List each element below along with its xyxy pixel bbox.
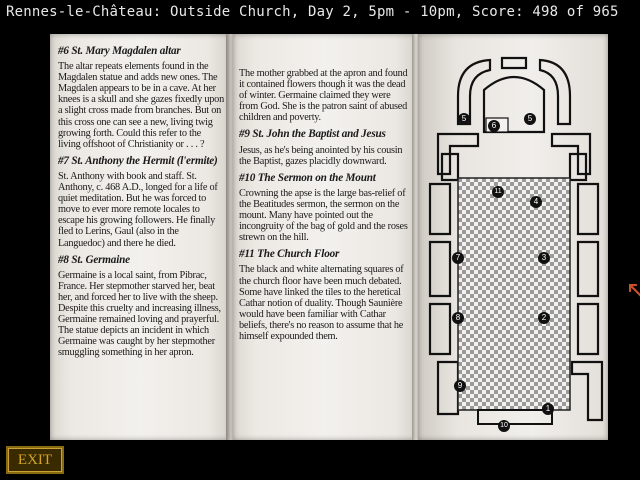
section-heading: #10 The Sermon on the Mount: [239, 171, 376, 184]
section-heading: #7 St. Anthony the Hermit (l'ermite): [58, 154, 218, 167]
map-marker-11: 11: [492, 186, 504, 198]
exit-button[interactable]: EXIT: [6, 446, 64, 474]
map-marker-2: 2: [538, 312, 550, 324]
section-text: Jesus, as he's being anointed by his cousin the Baptist, gazes placidly downward.: [239, 144, 403, 167]
map-marker-5-left: 5: [458, 113, 470, 125]
map-marker-8: 8: [452, 312, 464, 324]
guide-book: [46, 34, 612, 440]
map-marker-7: 7: [452, 252, 464, 264]
map-marker-5-right: 5: [524, 113, 536, 125]
location-status-bar: Rennes-le-Château: Outside Church, Day 2, 5pm - 10pm, Score: 498 of 965: [6, 4, 619, 20]
section-text: The mother grabbed at the apron and found it contained flowers though it was the dead of winter. Germaine claimed they were from God. She is the patron saint of abused children and poverty.: [239, 68, 408, 124]
map-marker-4: 4: [530, 196, 542, 208]
checkered-floor: [458, 178, 570, 410]
section-text: The black and white alternating squares of the church floor have been much debated. Some have linked the tiles to the heretical Cathar notion of duality. Though Saunière would have been familiar with Cathar beliefs, there's no reason to assume that he himself expounded them.: [239, 264, 404, 342]
map-marker-10: 10: [498, 420, 510, 432]
church-floor-plan-page: [418, 34, 608, 440]
left-page: [50, 34, 231, 440]
middle-page: [232, 34, 417, 440]
section-text: The altar repeats elements found in the Magdalen statue and adds new ones. The Magdalen appears to be in a cave. At her knees is a skull and she gazes fixedly upon a slight cross made from branches. But on this cross one can see a new, living twig growing forth. Could this refer to the living offshoot of Christianity or . . . ?: [58, 61, 224, 150]
section-heading: #11 The Church Floor: [239, 248, 340, 261]
section-text: Crowning the apse is the large bas-relief of the Beatitudes sermon, the sermon on the mount. Many have pointed out the incongruity of the bag of gold and the roses strewn on the hill.: [239, 187, 408, 244]
middle-page-text: [239, 40, 409, 348]
map-marker-9: 9: [454, 380, 466, 392]
section-heading: #8 St. Germaine: [58, 253, 130, 266]
church-floor-plan: [418, 34, 608, 440]
map-marker-3: 3: [538, 252, 550, 264]
arrow-cursor-icon: [629, 284, 640, 298]
church-entrance: [478, 410, 552, 424]
map-marker-6: 6: [488, 120, 500, 132]
section-heading: #9 St. John the Baptist and Jesus: [239, 128, 386, 141]
section-heading: #6 St. Mary Magdalen altar: [58, 45, 181, 57]
section-text: St. Anthony with book and staff. St. Anthony, c. 468 A.D., longed for a life of quiet meditation. But he was forced to move to ever more remote locales to escape his growing followers. He finally fled to Lerins, Gaul (also in the Languedoc) and there he died.: [58, 170, 218, 249]
section-text: Germaine is a local saint, from Pibrac, France. Her stepmother starved her, beat her, and forced her to live with the sheep. Despite this cruelty and increasing illness, Germaine remained loving and prayerful. The statue depicts an incident in which Germaine was caught by her stepmother smuggling something in her apron.: [58, 269, 221, 359]
left-page-text: [58, 40, 224, 364]
map-marker-1: 1: [542, 403, 554, 415]
